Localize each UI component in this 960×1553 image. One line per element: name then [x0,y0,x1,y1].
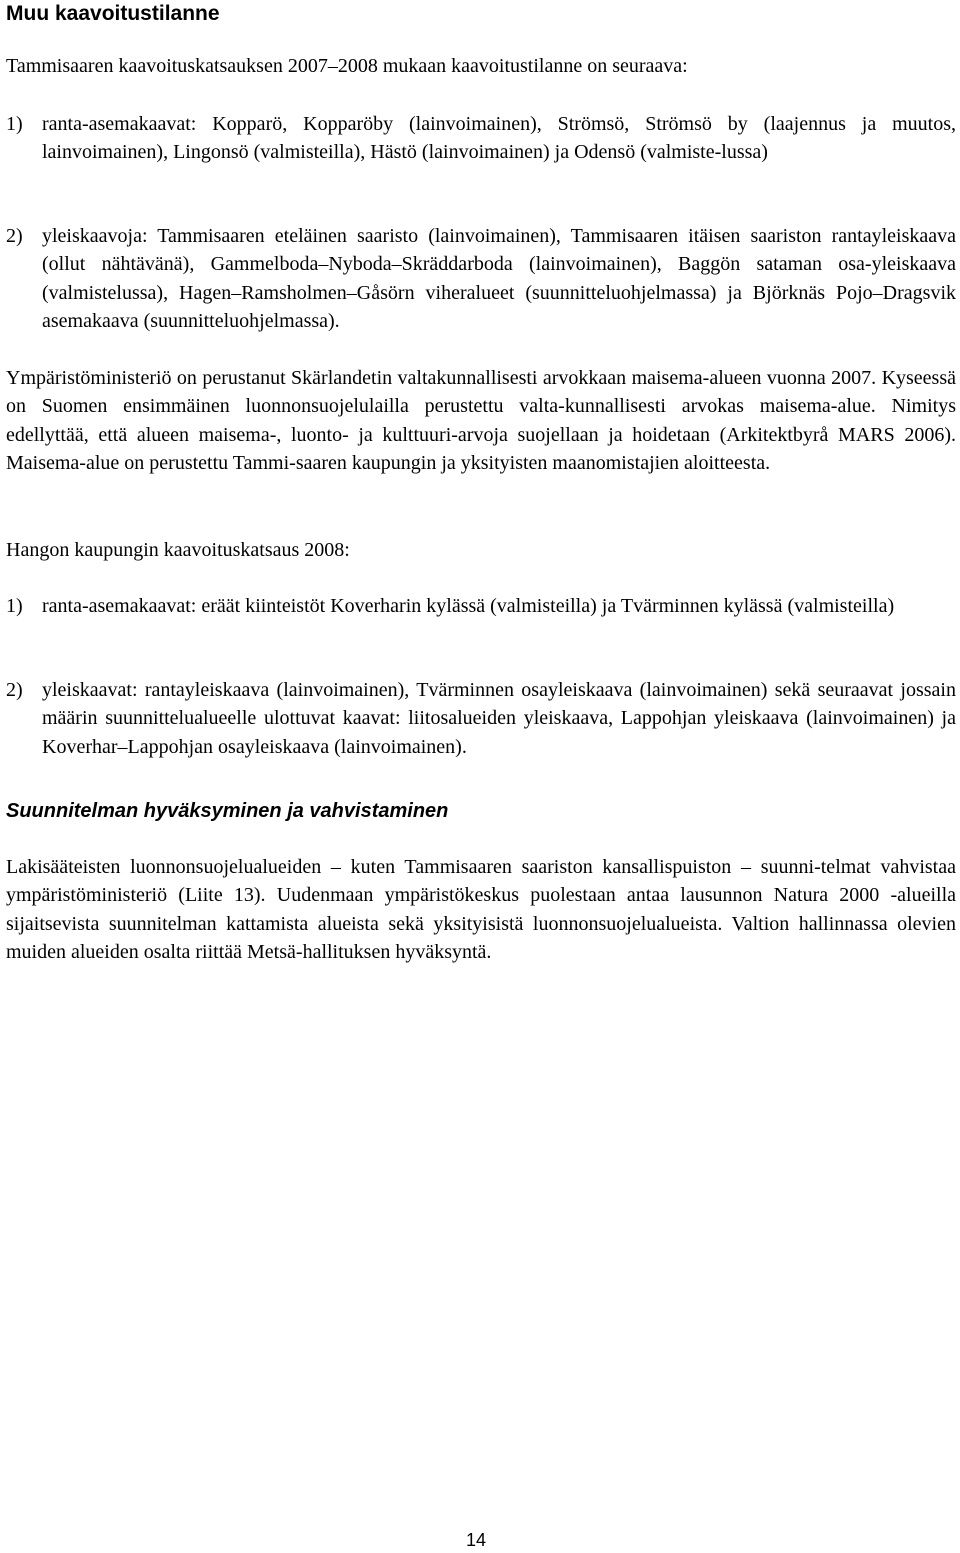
landscape-paragraph: Ympäristöministeriö on perustanut Skärlandetin valtakunnallisesti arvokkaan maisema-alueen vuonna 2007. Kyseessä on Suomen ensimmäinen luonnonsuojelulailla perustettu valta-kunnallisesti arvokas maisema-alue. Nimitys edellyttää, että alueen maisema-, luonto- ja kulttuuri-arvoja suojellaan ja hoidetaan (Arkitektbyrå MARS 2006). Maisema-alue on perustettu Tammi-saaren kaupungin ja yksityisten maanomistajien aloitteesta. [6,367,956,474]
list-item-text: ranta-asemakaavat: Kopparö, Kopparöby (lainvoimainen), Strömsö, Strömsö by (laajennus ja muutos, lainvoimainen), Lingonsö (valmisteilla), Hästö (lainvoimainen) ja Odensö (valmiste-lussa) [42,113,956,164]
list-item-number: 2) [6,225,23,247]
page-number: 14 [466,1530,487,1550]
hanko-intro: Hangon kaupungin kaavoituskatsaus 2008: [6,539,350,561]
hanko-list-item-1 [6,592,956,620]
list-item-text: ranta-asemakaavat: eräät kiinteistöt Koverharin kylässä (valmisteilla) ja Tvärminnen kylässä (valmisteilla) [42,595,895,617]
list-item-2 [6,222,956,335]
intro-paragraph: Tammisaaren kaavoituskatsauksen 2007–2008 mukaan kaavoitustilanne on seuraava: [6,55,688,77]
approval-paragraph: Lakisääteisten luonnonsuojelualueiden – kuten Tammisaaren saariston kansallispuiston – suunni-telmat vahvistaa ympäristöministeriö (Liite 13). Uudenmaan ympäristökeskus puolestaan antaa lausunnon Natura 2000 -alueilla sijaitsevista suunnitelman kattamista alueista sekä yksityisistä luonnonsuojelualueista. Valtion hallinnassa olevien muiden alueiden osalta riittää Metsä-hallituksen hyväksyntä. [6,856,956,963]
list-item-number: 1) [6,595,23,617]
section-title-kaavoitustilanne: Muu kaavoitustilanne [6,2,220,25]
list-item-number: 2) [6,679,23,701]
list-item-1 [6,110,956,167]
section-title-hyvaksyminen: Suunnitelman hyväksyminen ja vahvistaminen [6,800,449,822]
list-item-number: 1) [6,113,23,135]
hanko-list-item-2 [6,676,956,761]
list-item-text: yleiskaavoja: Tammisaaren eteläinen saaristo (lainvoimainen), Tammisaaren itäisen saariston rantayleiskaava (ollut nähtävänä), Gammelboda–Nyboda–Skräddarboda (lainvoimainen), Baggön sataman osa-yleiskaava (valmistelussa), Hagen–Ramsholmen–Gåsörn viheralueet (suunnitteluohjelmassa) ja Björknäs Pojo–Dragsvik asemakaava (suunnitteluohjelmassa). [42,225,956,332]
list-item-text: yleiskaavat: rantayleiskaava (lainvoimainen), Tvärminnen osayleiskaava (lainvoimainen) sekä seuraavat jossain määrin suunnittelualueelle ulottuvat kaavat: liitosalueiden yleiskaava, Lappohjan yleiskaava (lainvoimainen) ja Koverhar–Lappohjan osayleiskaava (lainvoimainen). [42,679,956,758]
